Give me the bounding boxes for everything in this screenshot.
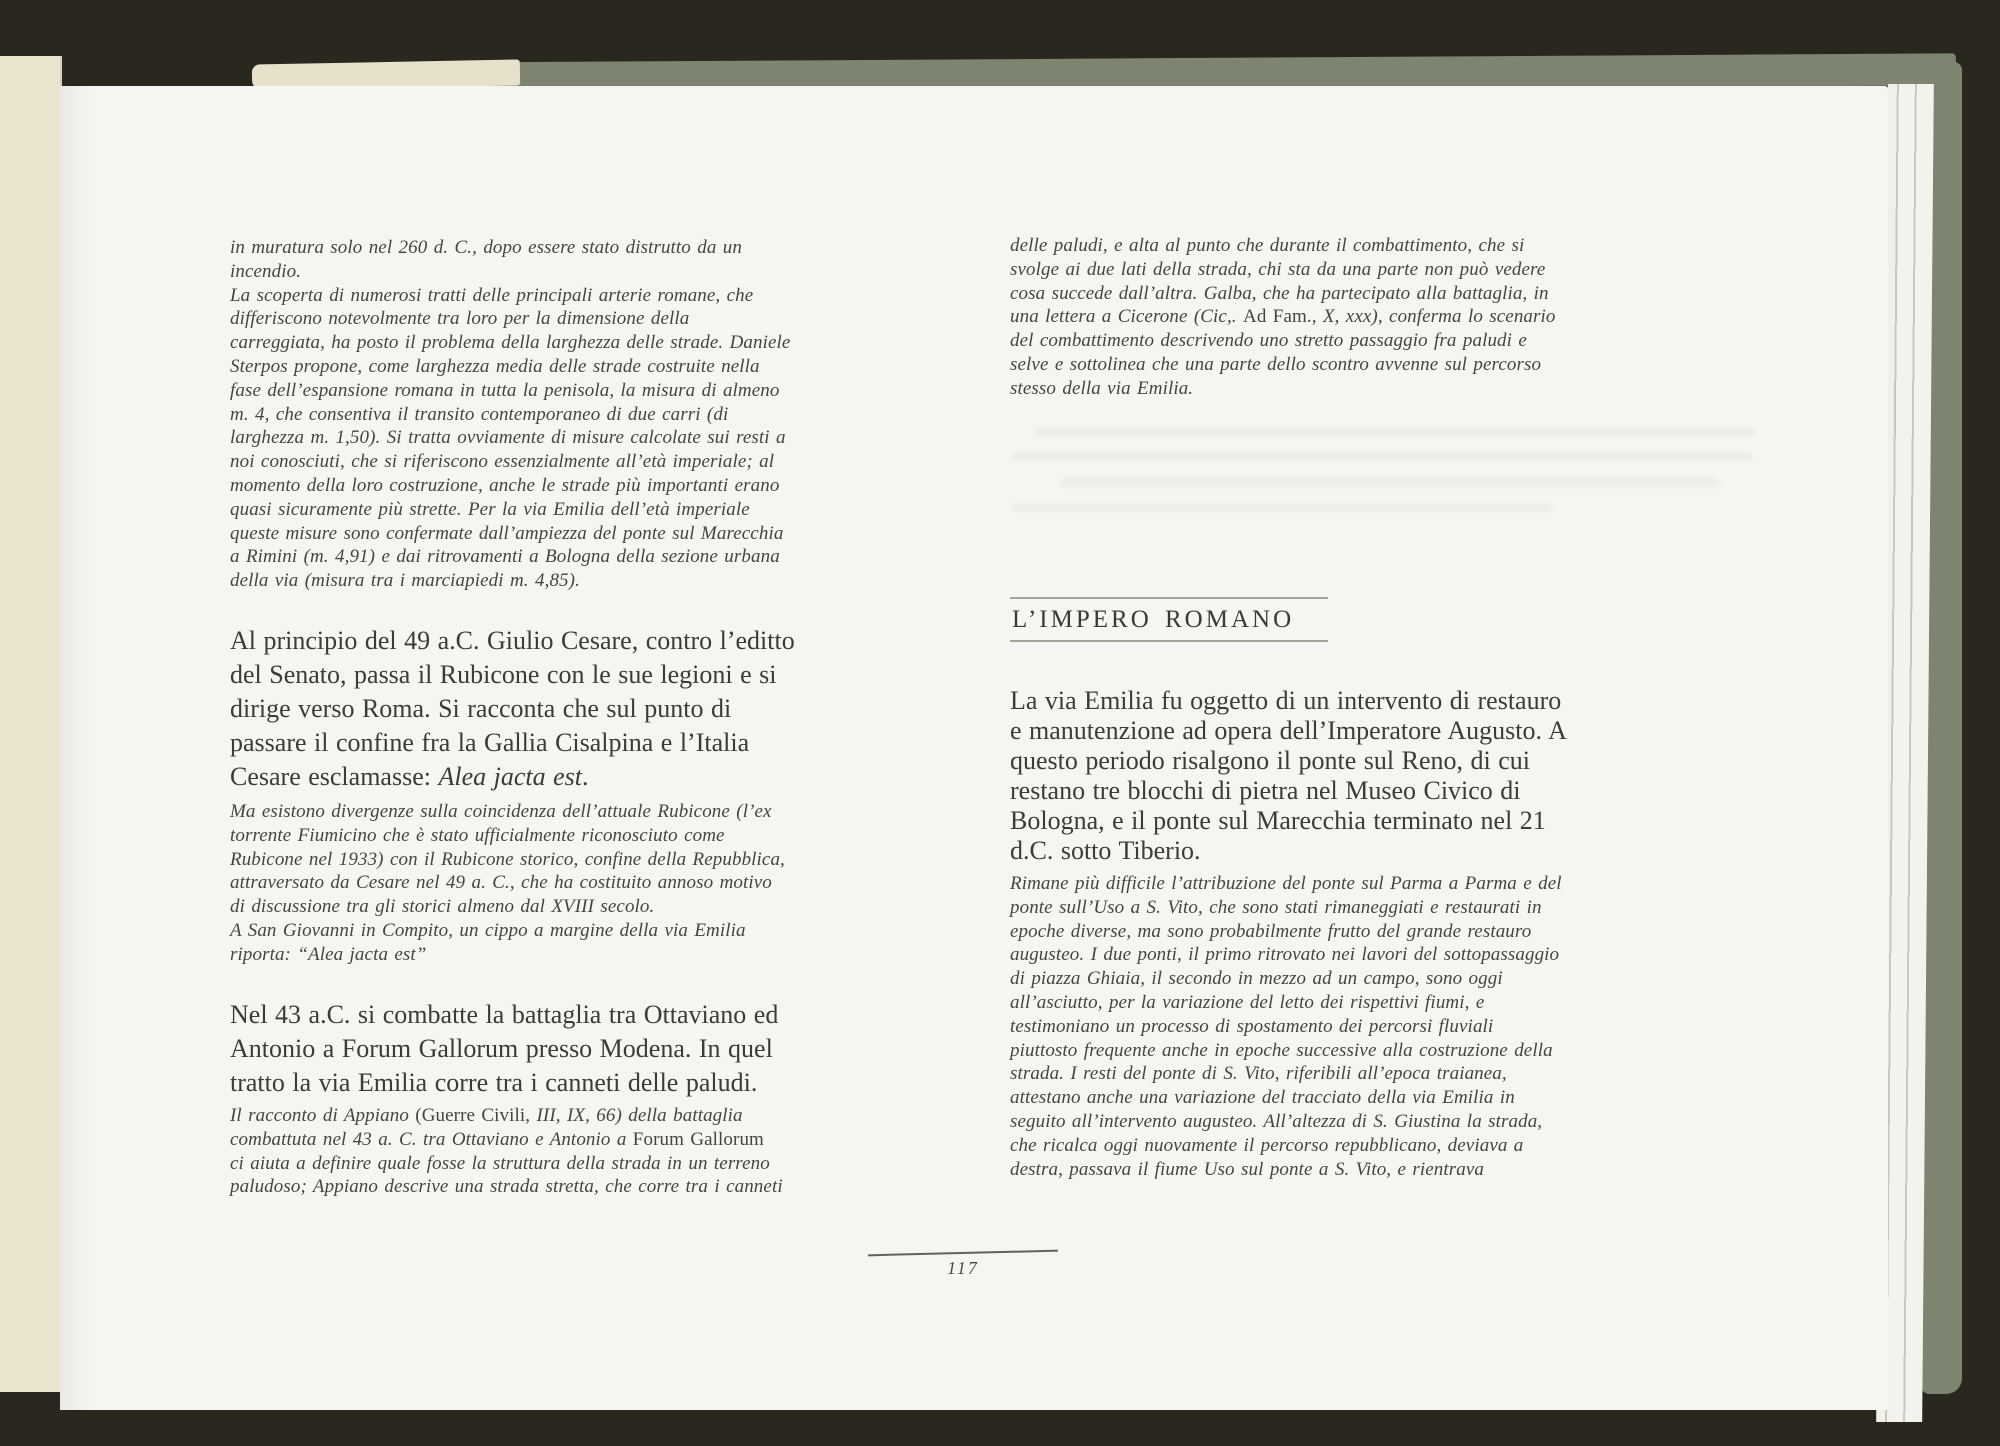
left-column — [230, 0, 960, 1446]
text-line — [230, 545, 960, 569]
text-segment: queste misure sono confermate dall’ampiezza del ponte sul Marecchia — [230, 522, 784, 544]
text-segment: larghezza m. 1,50). Si tratta ovviamente di misure calcolate sui resti a — [230, 427, 786, 449]
right-column — [1010, 0, 1780, 1446]
text-line — [1010, 836, 1780, 866]
text-line — [1010, 353, 1780, 377]
text-line — [230, 426, 960, 450]
text-segment: riporta: “Alea jacta est” — [230, 943, 427, 965]
text-line — [1010, 943, 1780, 967]
text-line — [230, 1032, 960, 1066]
text-line — [230, 824, 960, 848]
text-segment: attraversato da Cesare nel 49 a. C., che ha costituito annoso motivo — [230, 872, 772, 894]
text-segment: La scoperta di numerosi tratti delle principali arterie romane, che — [230, 284, 754, 306]
text-line — [230, 1128, 960, 1152]
text-segment: A San Giovanni in Compito, un cippo a margine della via Emilia — [230, 919, 746, 941]
page-number: 117 — [947, 1258, 979, 1278]
text-segment: seguito all’intervento augusteo. All’altezza di S. Giustina la strada, — [1010, 1110, 1543, 1132]
text-line — [230, 1066, 960, 1100]
text-segment: , X, xxx), conferma lo scenario — [1311, 306, 1556, 328]
text-segment: epoche diverse, ma sono probabilmente frutto del grande restauro — [1010, 920, 1532, 942]
note-paragraph — [230, 800, 960, 967]
text-line — [1010, 991, 1780, 1015]
text-segment: Al principio del 49 a.C. Giulio Cesare, contro l’editto — [230, 626, 795, 655]
text-segment: svolge ai due lati della strada, chi sta da una parte non può vedere — [1010, 258, 1546, 280]
text-segment: differiscono notevolmente tra loro per la dimensione della — [230, 308, 690, 330]
text-segment: combattuta nel 43 a. C. tra Ottaviano e Antonio a — [230, 1128, 633, 1150]
text-line — [1010, 716, 1780, 746]
text-segment: carreggiata, ha posto il problema della larghezza delle strade. Daniele — [230, 332, 791, 354]
text-line — [230, 871, 960, 895]
text-segment: dirige verso Roma. Si racconta che sul punto di — [230, 694, 732, 723]
text-line — [230, 331, 960, 355]
text-segment: destra, passava il fiume Uso sul ponte a S. Vito, e rientrava — [1010, 1158, 1484, 1180]
text-line — [230, 1175, 960, 1199]
text-segment: ci aiuta a definire quale fosse la struttura della strada in un terreno — [230, 1152, 770, 1174]
text-segment: Ma esistono divergenze sulla coincidenza dell’attuale Rubicone (l’ex — [230, 801, 772, 822]
text-segment: attestano anche una variazione del tracciato della via Emilia in — [1010, 1087, 1515, 1109]
text-segment: in muratura solo nel 260 d. C., dopo essere stato distrutto da un — [230, 237, 743, 258]
text-line — [1010, 258, 1780, 282]
text-line — [1010, 1158, 1780, 1182]
text-line — [230, 895, 960, 919]
text-segment: Nel 43 a.C. si combatte la battaglia tra Ottaviano ed — [230, 1000, 779, 1029]
text-line — [230, 284, 960, 308]
text-segment: (Guerre Civili, — [415, 1105, 537, 1126]
text-segment: tratto la via Emilia corre tra i canneti delle paludi. — [230, 1068, 758, 1097]
text-segment: incendio. — [230, 260, 302, 282]
text-line — [1010, 920, 1780, 944]
text-segment: ponte sull’Uso a S. Vito, che sono stati rimaneggiati e restaurati in — [1010, 896, 1542, 918]
body-paragraph — [230, 998, 960, 1100]
text-line — [1010, 1039, 1780, 1063]
text-line — [1010, 1015, 1780, 1039]
text-line — [1010, 377, 1780, 401]
text-line — [230, 800, 960, 824]
text-line — [230, 450, 960, 474]
text-segment: augusteo. I due ponti, il primo ritrovato nei lavori del sottopassaggio — [1010, 944, 1560, 966]
text-line — [230, 522, 960, 546]
text-line — [1010, 282, 1780, 306]
text-line — [230, 658, 960, 692]
text-segment: noi conosciuti, che si riferiscono essenzialmente all’età imperiale; al — [230, 451, 775, 473]
text-segment: a Rimini (m. 4,91) e dai ritrovamenti a Bologna della sezione urbana — [230, 546, 780, 568]
text-segment: d.C. sotto Tiberio. — [1010, 836, 1201, 865]
text-segment: momento della loro costruzione, anche le strade più importanti erano — [230, 474, 780, 496]
text-line — [230, 260, 960, 284]
text-line — [230, 236, 960, 260]
text-segment: stesso della via Emilia. — [1010, 377, 1194, 399]
text-line — [1010, 1110, 1780, 1134]
text-line — [230, 624, 960, 658]
text-segment: La via Emilia fu oggetto di un intervento di restauro — [1010, 686, 1562, 715]
text-segment: Ad Fam. — [1243, 306, 1312, 328]
text-line — [1010, 872, 1780, 896]
text-segment: Sterpos propone, come larghezza media delle strade costruite nella — [230, 355, 760, 377]
text-segment: m. 4, che consentiva il transito contemporaneo di due carri (di — [230, 403, 729, 425]
text-line — [1010, 1086, 1780, 1110]
text-segment: passare il confine fra la Gallia Cisalpina e l’Italia — [230, 728, 750, 757]
section-heading-block — [1010, 597, 1328, 642]
text-segment: Bologna, e il ponte sul Marecchia terminato nel 21 — [1010, 806, 1546, 835]
note-paragraph — [230, 236, 960, 593]
text-line — [230, 692, 960, 726]
text-segment: restano tre blocchi di pietra nel Museo Civico di — [1010, 776, 1521, 805]
text-line — [1010, 776, 1780, 806]
heading-bottom-rule — [1010, 640, 1328, 642]
body-paragraph — [1010, 686, 1780, 866]
text-line — [1010, 329, 1780, 353]
text-segment: del combattimento descrivendo uno stretto passaggio fra paludi e — [1010, 330, 1527, 352]
text-line — [230, 569, 960, 593]
text-line — [1010, 305, 1780, 329]
text-line — [230, 355, 960, 379]
text-line — [1010, 967, 1780, 991]
text-segment: strada. I resti del ponte di S. Vito, riferibili all’epoca traianea, — [1010, 1063, 1507, 1085]
text-segment: una lettera a Cicerone (Cic,. — [1010, 306, 1243, 328]
text-line — [1010, 1134, 1780, 1158]
note-paragraph — [1010, 234, 1780, 401]
text-segment: paludoso; Appiano descrive una strada stretta, che corre tra i canneti — [230, 1176, 783, 1198]
text-segment: Cesare esclamasse: — [230, 762, 439, 791]
section-heading: L’IMPERO ROMANO — [1012, 606, 1295, 633]
text-line — [230, 919, 960, 943]
text-line — [1010, 686, 1780, 716]
text-line — [230, 998, 960, 1032]
text-segment: torrente Fiumicino che è stato ufficialmente riconosciuto come — [230, 824, 725, 846]
text-line — [230, 1152, 960, 1176]
text-line — [1010, 234, 1780, 258]
text-segment: . — [581, 762, 589, 791]
text-line — [230, 726, 960, 760]
text-segment: selve e sottolinea che una parte dello scontro avvenne sul percorso — [1010, 353, 1542, 375]
body-paragraph — [230, 624, 960, 794]
text-line — [1010, 1062, 1780, 1086]
text-segment: e manutenzione ad opera dell’Imperatore Augusto. A — [1010, 716, 1567, 745]
text-line — [230, 1104, 960, 1128]
text-line — [1010, 896, 1780, 920]
text-line — [1010, 806, 1780, 836]
note-paragraph — [230, 1104, 960, 1199]
text-segment: Forum Gallorum — [632, 1128, 764, 1150]
text-segment: di discussione tra gli storici almeno dal XVIII secolo. — [230, 896, 655, 918]
text-line — [230, 474, 960, 498]
text-line — [230, 307, 960, 331]
text-line — [230, 848, 960, 872]
facing-page-edge — [0, 56, 62, 1392]
text-line — [230, 498, 960, 522]
text-line — [230, 760, 960, 794]
text-line — [230, 379, 960, 403]
text-line — [1010, 746, 1780, 776]
text-segment: Rubicone nel 1933) con il Rubicone storico, confine della Repubblica, — [230, 848, 785, 870]
text-segment: di piazza Ghiaia, il secondo in mezzo ad un campo, sono oggi — [1010, 968, 1503, 990]
text-segment: fase dell’espansione romana in tutta la penisola, la misura di almeno — [230, 379, 780, 401]
text-segment: Antonio a Forum Gallorum presso Modena. In quel — [230, 1034, 773, 1063]
text-segment: Il racconto di Appiano — [230, 1105, 416, 1126]
text-segment: cosa succede dall’altra. Galba, che ha partecipato alla battaglia, in — [1010, 282, 1549, 304]
text-segment: questo periodo risalgono il ponte sul Reno, di cui — [1010, 746, 1530, 775]
text-segment: quasi sicuramente più strette. Per la via Emilia dell’età imperiale — [230, 498, 750, 520]
text-segment: all’asciutto, per la variazione del letto dei rispettivi fiumi, e — [1010, 991, 1485, 1013]
text-segment: Alea jacta est — [438, 762, 582, 791]
note-paragraph — [1010, 872, 1780, 1181]
text-segment: delle paludi, e alta al punto che durante il combattimento, che si — [1010, 235, 1525, 256]
text-segment: Rimane più difficile l’attribuzione del ponte sul Parma a Parma e del — [1010, 873, 1562, 894]
text-segment: della via (misura tra i marciapiedi m. 4,85). — [230, 570, 580, 592]
text-segment: del Senato, passa il Rubicone con le sue legioni e si — [230, 660, 777, 689]
text-line — [230, 403, 960, 427]
text-segment: testimoniano un processo di spostamento dei percorsi fluviali — [1010, 1015, 1494, 1037]
text-line — [230, 943, 960, 967]
text-segment: che ricalca oggi nuovamente il percorso repubblicano, deviava a — [1010, 1134, 1524, 1156]
text-segment: III, IX, 66) della battaglia — [536, 1105, 743, 1126]
text-segment: piuttosto frequente anche in epoche successive alla costruzione della — [1010, 1039, 1553, 1061]
